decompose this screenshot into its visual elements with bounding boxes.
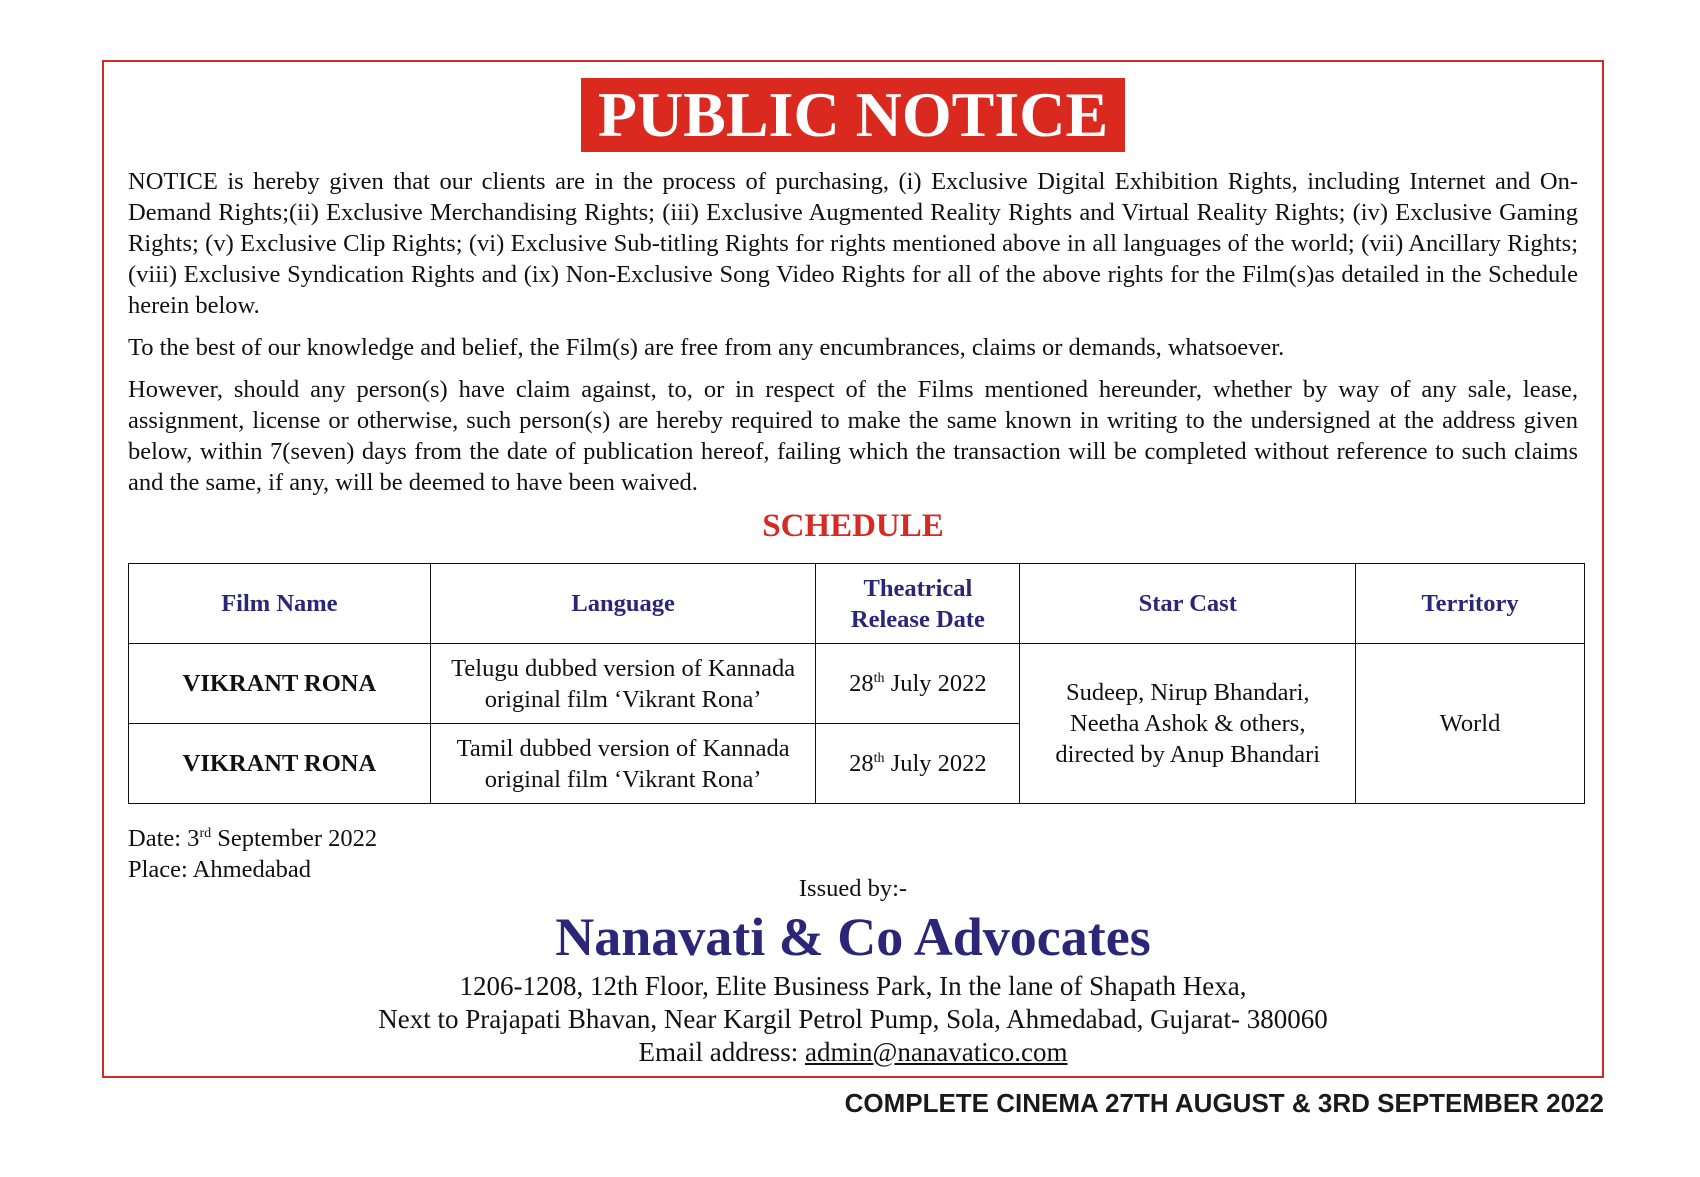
notice-paragraph-3: However, should any person(s) have claim against, to, or in respect of the Films mentioned hereunder, whether by way of any sale, lease, assignment, license or otherwise, such person(s) are hereby required to make the same known in writing to the undersigned at the address given below, within 7(seven) days from the date of publication hereof, failing which the transaction will be completed without reference to such claims and the same, if any, will be deemed to have been waived. xyxy=(128,376,1578,496)
email-label: Email address: xyxy=(638,1037,805,1067)
date-prefix: Date: 3 xyxy=(128,825,200,852)
release-date-cell xyxy=(816,724,1020,804)
schedule-heading: SCHEDULE xyxy=(762,508,944,544)
column-header-star-cast: Star Cast xyxy=(1020,564,1356,644)
notice-date xyxy=(128,823,377,854)
column-header-film-name: Film Name xyxy=(129,564,431,644)
email-link[interactable]: admin@nanavatico.com xyxy=(804,1037,1068,1067)
address-line-1: 1206-1208, 12th Floor, Elite Business Park, In the lane of Shapath Hexa, xyxy=(459,971,1247,1001)
firm-address xyxy=(104,970,1602,1069)
column-header-language: Language xyxy=(430,564,816,644)
notice-place: Place: Ahmedabad xyxy=(128,856,312,883)
email-line xyxy=(104,1036,1602,1069)
notice-paragraph-1: NOTICE is hereby given that our clients are in the process of purchasing, (i) Exclusive Digital Exhibition Rights, including Internet and On-Demand Rights;(ii) Exclusive Merchandising Rights; (iii) Exclusive Augmented Reality Rights and Virtual Reality Rights; (iv) Exclusive Gaming Rights; (v) Exclusive Clip Rights; (vi) Exclusive Sub-titling Rights for rights mentioned above in all languages of the world; (vii) Ancillary Rights; (viii) Exclusive Syndication Rights and (ix) Non-Exclusive Song Video Rights for all of the above rights for the Film(s)as detailed in the Schedule herein below. xyxy=(128,168,1578,319)
film-name-cell: VIKRANT RONA xyxy=(129,724,431,804)
column-header-release-date: Theatrical Release Date xyxy=(816,564,1020,644)
notice-title: PUBLIC NOTICE xyxy=(581,78,1125,152)
table-header-row xyxy=(129,564,1585,644)
publication-footer: COMPLETE CINEMA 27TH AUGUST & 3RD SEPTEMBER 2022 xyxy=(844,1088,1604,1118)
column-header-territory: Territory xyxy=(1356,564,1585,644)
release-day-suffix: th xyxy=(873,751,885,766)
firm-name: Nanavati & Co Advocates xyxy=(555,907,1151,967)
title-wrap xyxy=(104,78,1602,152)
release-month-year: July 2022 xyxy=(884,670,987,697)
address-line-2: Next to Prajapati Bhavan, Near Kargil Petrol Pump, Sola, Ahmedabad, Gujarat- 380060 xyxy=(378,1004,1328,1034)
schedule-table xyxy=(128,563,1585,804)
issued-by: Issued by:- xyxy=(798,875,908,902)
release-day: 28 xyxy=(849,750,874,777)
notice-paragraph-2: To the best of our knowledge and belief, the Film(s) are free from any encumbrances, claims or demands, whatsoever. xyxy=(128,334,1285,361)
release-day-suffix: th xyxy=(873,671,885,686)
table-row xyxy=(129,644,1585,724)
star-cast-cell: Sudeep, Nirup Bhandari, Neetha Ashok & others, directed by Anup Bhandari xyxy=(1020,644,1356,804)
film-name-cell: VIKRANT RONA xyxy=(129,644,431,724)
notice-frame xyxy=(102,60,1604,1078)
release-month-year: July 2022 xyxy=(884,750,987,777)
language-cell: Tamil dubbed version of Kannada original film ‘Vikrant Rona’ xyxy=(430,724,816,804)
notice-body xyxy=(128,166,1578,509)
release-date-cell xyxy=(816,644,1020,724)
territory-cell: World xyxy=(1356,644,1585,804)
date-suffix: rd xyxy=(199,826,212,841)
language-cell: Telugu dubbed version of Kannada original film ‘Vikrant Rona’ xyxy=(430,644,816,724)
date-rest: September 2022 xyxy=(211,825,378,852)
release-day: 28 xyxy=(849,670,874,697)
